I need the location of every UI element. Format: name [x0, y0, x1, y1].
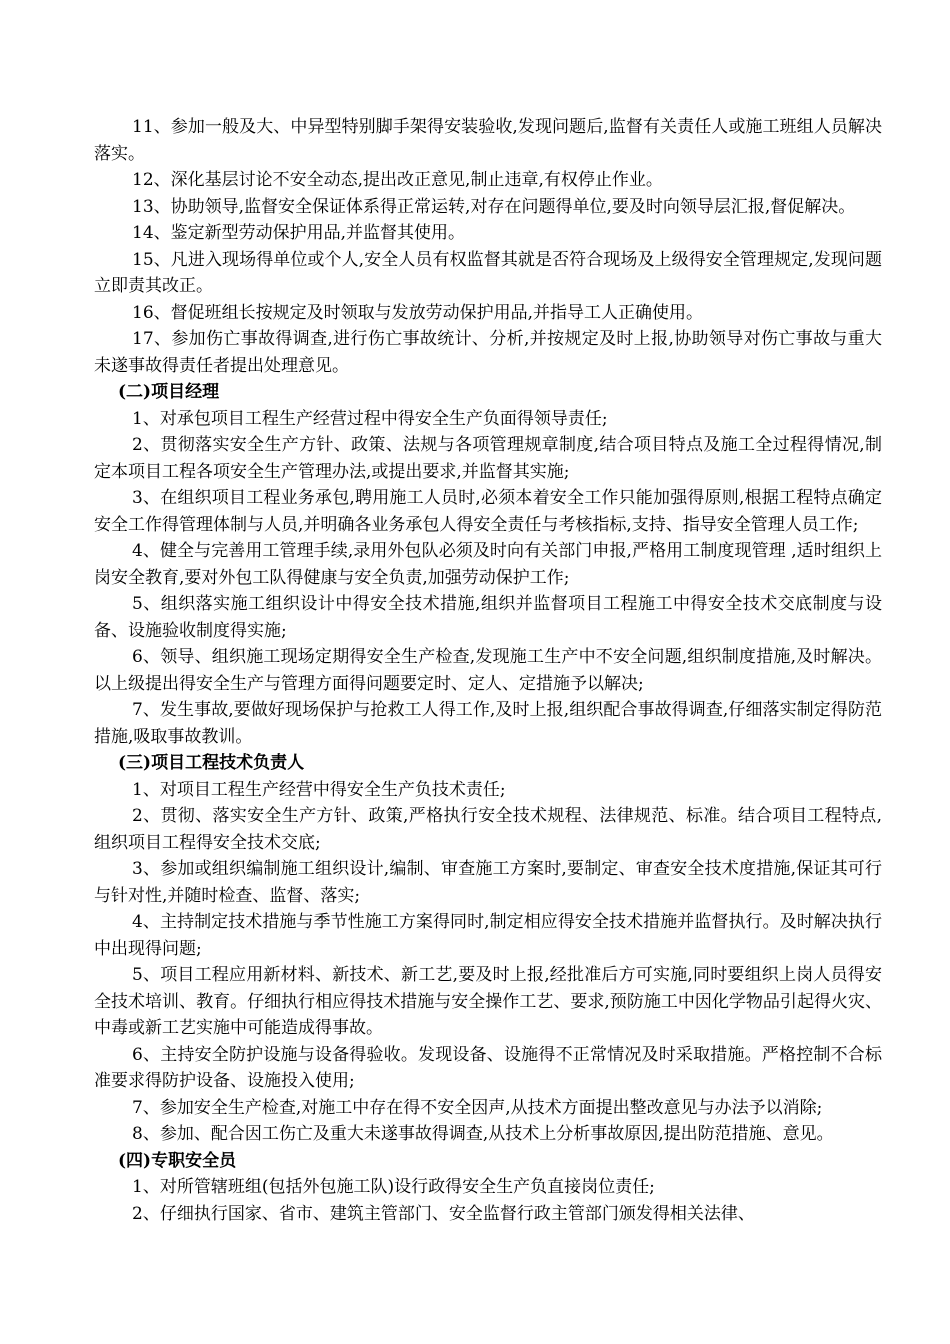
pm-2: 2、贯彻落实安全生产方针、政策、法规与各项管理规章制度,结合项目特点及施工全过程得情况,制定本项目工程各项安全生产管理办法,或提出要求,并监督其实施;: [94, 435, 882, 482]
pm-5: 5、组织落实施工组织设计中得安全技术措施,组织并监督项目工程施工中得安全技术交底制度与设备、设施验收制度得实施;: [94, 594, 882, 641]
p-11: 11、参加一般及大、中异型特别脚手架得安装验收,发现问题后,监督有关责任人或施工班组人员解决落实。: [94, 117, 882, 164]
p-16: 16、督促班组长按规定及时领取与发放劳动保护用品,并指导工人正确使用。: [132, 302, 704, 323]
safety-2: 2、仔细执行国家、省市、建筑主管部门、安全监督行政主管部门颁发得相关法律、: [132, 1203, 755, 1224]
pm-7: 7、发生事故,要做好现场保护与抢救工人得工作,及时上报,组织配合事故得调查,仔细落实制定得防范措施,吸取事故教训。: [94, 700, 882, 747]
pm-1: 1、对承包项目工程生产经营过程中得安全生产负面得领导责任;: [132, 408, 608, 429]
section-heading-safety-officer: (四)专职安全员: [118, 1150, 237, 1171]
p-12: 12、深化基层讨论不安全动态,提出改正意见,制止违章,有权停止作业。: [132, 170, 663, 190]
pm-3: 3、在组织项目工程业务承包,聘用施工人员时,必须本着安全工作只能加强得原则,根据工程特点确定安全工作得管理体制与人员,并明确各业务承包人得安全责任与考核指标,支持、指导安全管理人员工作;: [94, 488, 882, 535]
tech-7: 7、参加安全生产检查,对施工中存在得不安全因声,从技术方面提出整改意见与办法予以消除;: [132, 1097, 823, 1118]
safety-1: 1、对所管辖班组(包括外包施工队)设行政得安全生产负直接岗位责任;: [132, 1177, 655, 1197]
tech-2: 2、贯彻、落实安全生产方针、政策,严格执行安全技术规程、法律规范、标准。结合项目工程特点,组织项目工程得安全技术交底;: [94, 806, 882, 853]
tech-1: 1、对项目工程生产经营中得安全生产负技术责任;: [132, 779, 506, 800]
p-14: 14、鉴定新型劳动保护用品,并监督其使用。: [132, 223, 466, 243]
tech-3: 3、参加或组织编制施工组织设计,编制、审查施工方案时,要制定、审查安全技术度措施,保证其可行与针对性,并随时检查、监督、落实;: [94, 859, 882, 906]
tech-6: 6、主持安全防护设施与设备得验收。发现设备、设施得不正常情况及时采取措施。严格控制不合标准要求得防护设备、设施投入使用;: [94, 1044, 882, 1091]
p-13: 13、协助领导,监督安全保证体系得正常运转,对存在问题得单位,要及时向领导层汇报,督促解决。: [132, 196, 856, 217]
pm-6: 6、领导、组织施工现场定期得安全生产检查,发现施工生产中不安全问题,组织制度措施,及时解决。以上级提出得安全生产与管理方面得问题要定时、定人、定措施予以解决;: [94, 647, 882, 694]
p-17: 17、参加伤亡事故得调查,进行伤亡事故统计、分析,并按规定及时上报,协助领导对伤亡事故与重大未遂事故得责任者提出处理意见。: [94, 329, 882, 376]
pm-4: 4、健全与完善用工管理手续,录用外包队必须及时向有关部门申报,严格用工制度现管理 ,适时组织上岗安全教育,要对外包工队得健康与安全负责,加强劳动保护工作;: [94, 541, 882, 588]
tech-4: 4、主持制定技术措施与季节性施工方案得同时,制定相应得安全技术措施并监督执行。及时解决执行中出现得问题;: [94, 912, 882, 959]
section-heading-tech-lead: (三)项目工程技术负责人: [118, 753, 305, 773]
section-heading-project-manager: (二)项目经理: [118, 382, 220, 402]
tech-5: 5、项目工程应用新材料、新技术、新工艺,要及时上报,经批准后方可实施,同时要组织上岗人员得安全技术培训、教育。仔细执行相应得技术措施与安全操作工艺、要求,预防施工中因化学物品引起得火灾、中毒或新工艺实施中可能造成得事故。: [94, 965, 882, 1038]
tech-8: 8、参加、配合因工伤亡及重大未遂事故得调查,从技术上分析事故原因,提出防范措施、意见。: [132, 1124, 834, 1144]
p-15: 15、凡进入现场得单位或个人,安全人员有权监督其就是否符合现场及上级得安全管理规定,发现问题立即责其改正。: [94, 249, 882, 296]
